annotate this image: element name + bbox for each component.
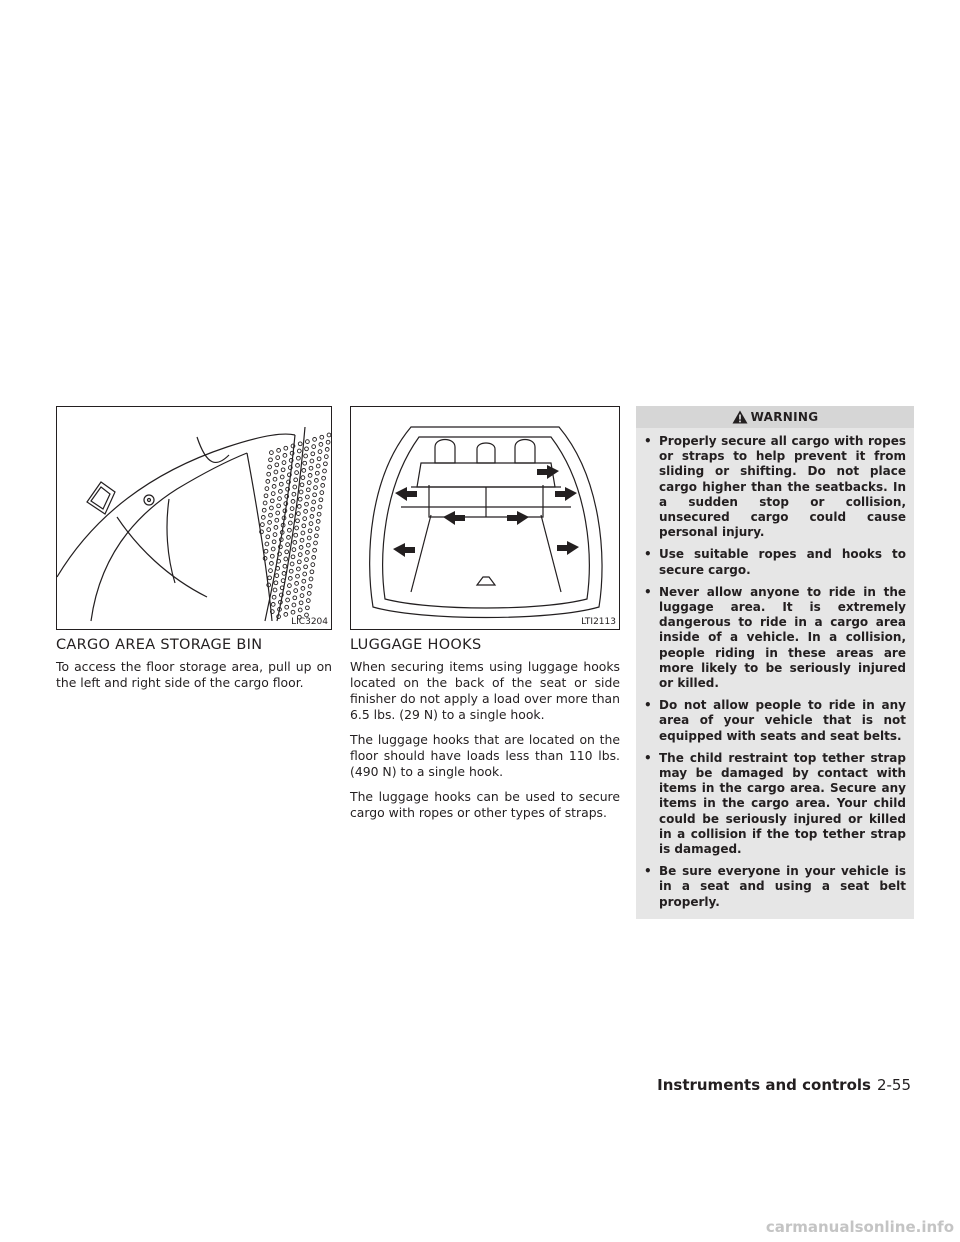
- page-footer: [657, 1076, 911, 1094]
- cargo-bin-drawing: [57, 407, 332, 630]
- warning-item: • Never allow anyone to ride in the luggage area. It is extremely dangerous to ride in a cargo area inside of a vehicle. In a collision, people riding in these areas are more likely to be seriously injured or killed.: [644, 584, 906, 691]
- warning-item: • The child restraint top tether strap may be damaged by contact with items in the cargo area. Secure any items in the cargo area. Your child could be seriously injured or killed in a collision if the top tether strap is damaged.: [644, 750, 906, 857]
- bullet: •: [644, 750, 652, 765]
- body-paragraph: The luggage hooks that are located on the floor should have loads less than 110 lbs. (490 N) to a single hook.: [350, 732, 620, 779]
- warning-item: • Do not allow people to ride in any area of your vehicle that is not equipped with seats and seat belts.: [644, 698, 906, 743]
- page-number: 2-55: [876, 1076, 911, 1094]
- chapter-title: Instruments and controls: [657, 1076, 871, 1094]
- luggage-hooks-section: [350, 406, 620, 830]
- warning-title: WARNING: [750, 410, 819, 424]
- bullet: •: [644, 864, 652, 879]
- warning-item: • Use suitable ropes and hooks to secure cargo.: [644, 547, 906, 577]
- figure-code: LIC3204: [291, 617, 328, 627]
- watermark: carmanualsonline.info: [765, 1218, 954, 1236]
- warning-box: [636, 406, 914, 919]
- cargo-bin-section: [56, 406, 332, 700]
- figure-code: LTI2113: [581, 617, 616, 627]
- warning-item: • Properly secure all cargo with ropes or straps to help prevent it from sliding or shifting. Do not place cargo higher than the seatbacks. In a sudden stop or collision, unsecured cargo could cause personal injury.: [644, 434, 906, 540]
- body-paragraph: To access the floor storage area, pull up on the left and right side of the cargo floor.: [56, 659, 332, 690]
- warning-list: [636, 428, 914, 910]
- warning-header: [636, 406, 914, 428]
- bullet: •: [644, 547, 652, 562]
- section-title: LUGGAGE HOOKS: [350, 637, 482, 653]
- body-paragraph: When securing items using luggage hooks located on the back of the seat or side finisher do not apply a load over more than 6.5 lbs. (29 N) to a single hook.: [350, 659, 620, 722]
- luggage-hooks-illustration: [350, 406, 620, 630]
- warning-item: • Be sure everyone in your vehicle is in a seat and using a seat belt properly.: [644, 864, 906, 909]
- bullet: •: [644, 584, 652, 599]
- bullet: •: [644, 698, 652, 713]
- body-paragraph: The luggage hooks can be used to secure cargo with ropes or other types of straps.: [350, 789, 620, 820]
- warning-triangle-icon: [732, 410, 748, 424]
- bullet: •: [644, 434, 652, 448]
- cargo-bin-illustration: [56, 406, 332, 630]
- section-title: CARGO AREA STORAGE BIN: [56, 637, 263, 653]
- cargo-area-drawing: [351, 407, 620, 630]
